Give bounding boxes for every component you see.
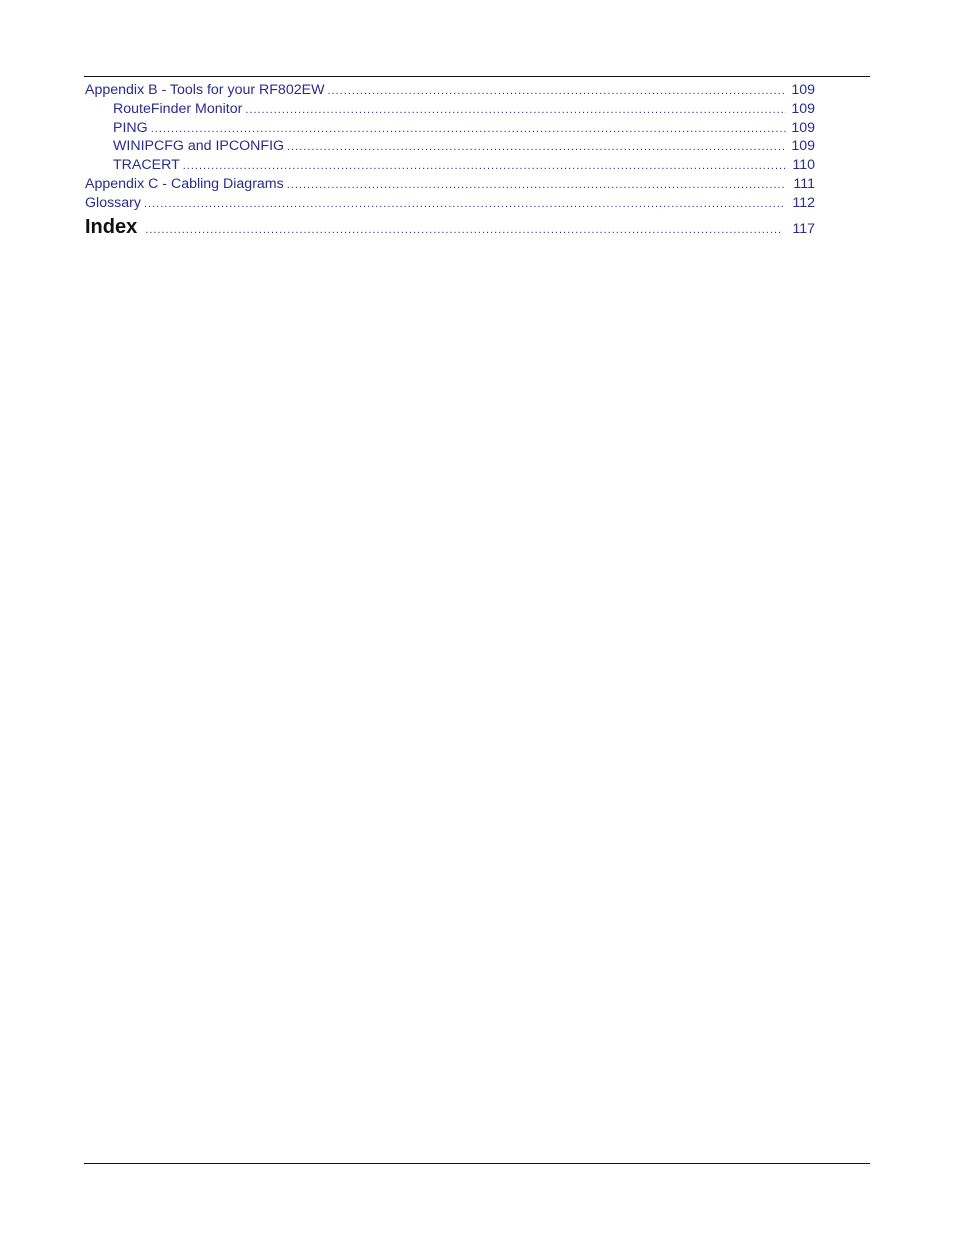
footer-rule [84,1163,870,1164]
toc-entry-label: Appendix B - Tools for your RF802EW [85,82,325,98]
toc-entry-label: PING [113,119,148,136]
toc-entry-winipcfg-ipconfig[interactable] [85,137,815,156]
header-rule [84,76,870,77]
toc-entry-page: 111 [793,175,815,192]
toc-entry-ping[interactable] [85,119,815,138]
toc-entry-label: TRACERT [113,157,180,174]
toc-entry-page: 109 [791,82,815,98]
table-of-contents [85,81,815,240]
toc-entry-label: Index [85,215,138,238]
dot-leader [183,157,786,176]
dot-leader [145,217,782,243]
toc-entry-page: 117 [792,220,815,237]
dot-leader [245,101,786,120]
toc-entry-tracert[interactable] [85,156,815,175]
toc-entry-label: RouteFinder Monitor [113,100,243,117]
dot-leader [287,176,786,195]
dot-leader [327,82,786,101]
toc-entry-page: 112 [792,194,815,211]
toc-entry-appendix-b[interactable] [85,81,815,100]
dot-leader [287,138,786,157]
toc-entry-appendix-c[interactable] [85,175,815,194]
toc-entry-page: 109 [791,138,815,155]
toc-entry-page: 109 [791,119,815,136]
dot-leader [144,195,786,214]
toc-entry-page: 109 [791,100,815,117]
toc-entry-routefinder-monitor[interactable] [85,100,815,119]
toc-entry-label: Appendix C - Cabling Diagrams [85,175,284,192]
toc-entry-label: WINIPCFG and IPCONFIG [113,138,285,155]
dot-leader [151,120,786,139]
toc-entry-page: 110 [792,157,815,174]
toc-entry-glossary[interactable] [85,194,815,213]
toc-entry-index[interactable] [85,214,815,240]
toc-entry-label: Glossary [85,194,141,211]
